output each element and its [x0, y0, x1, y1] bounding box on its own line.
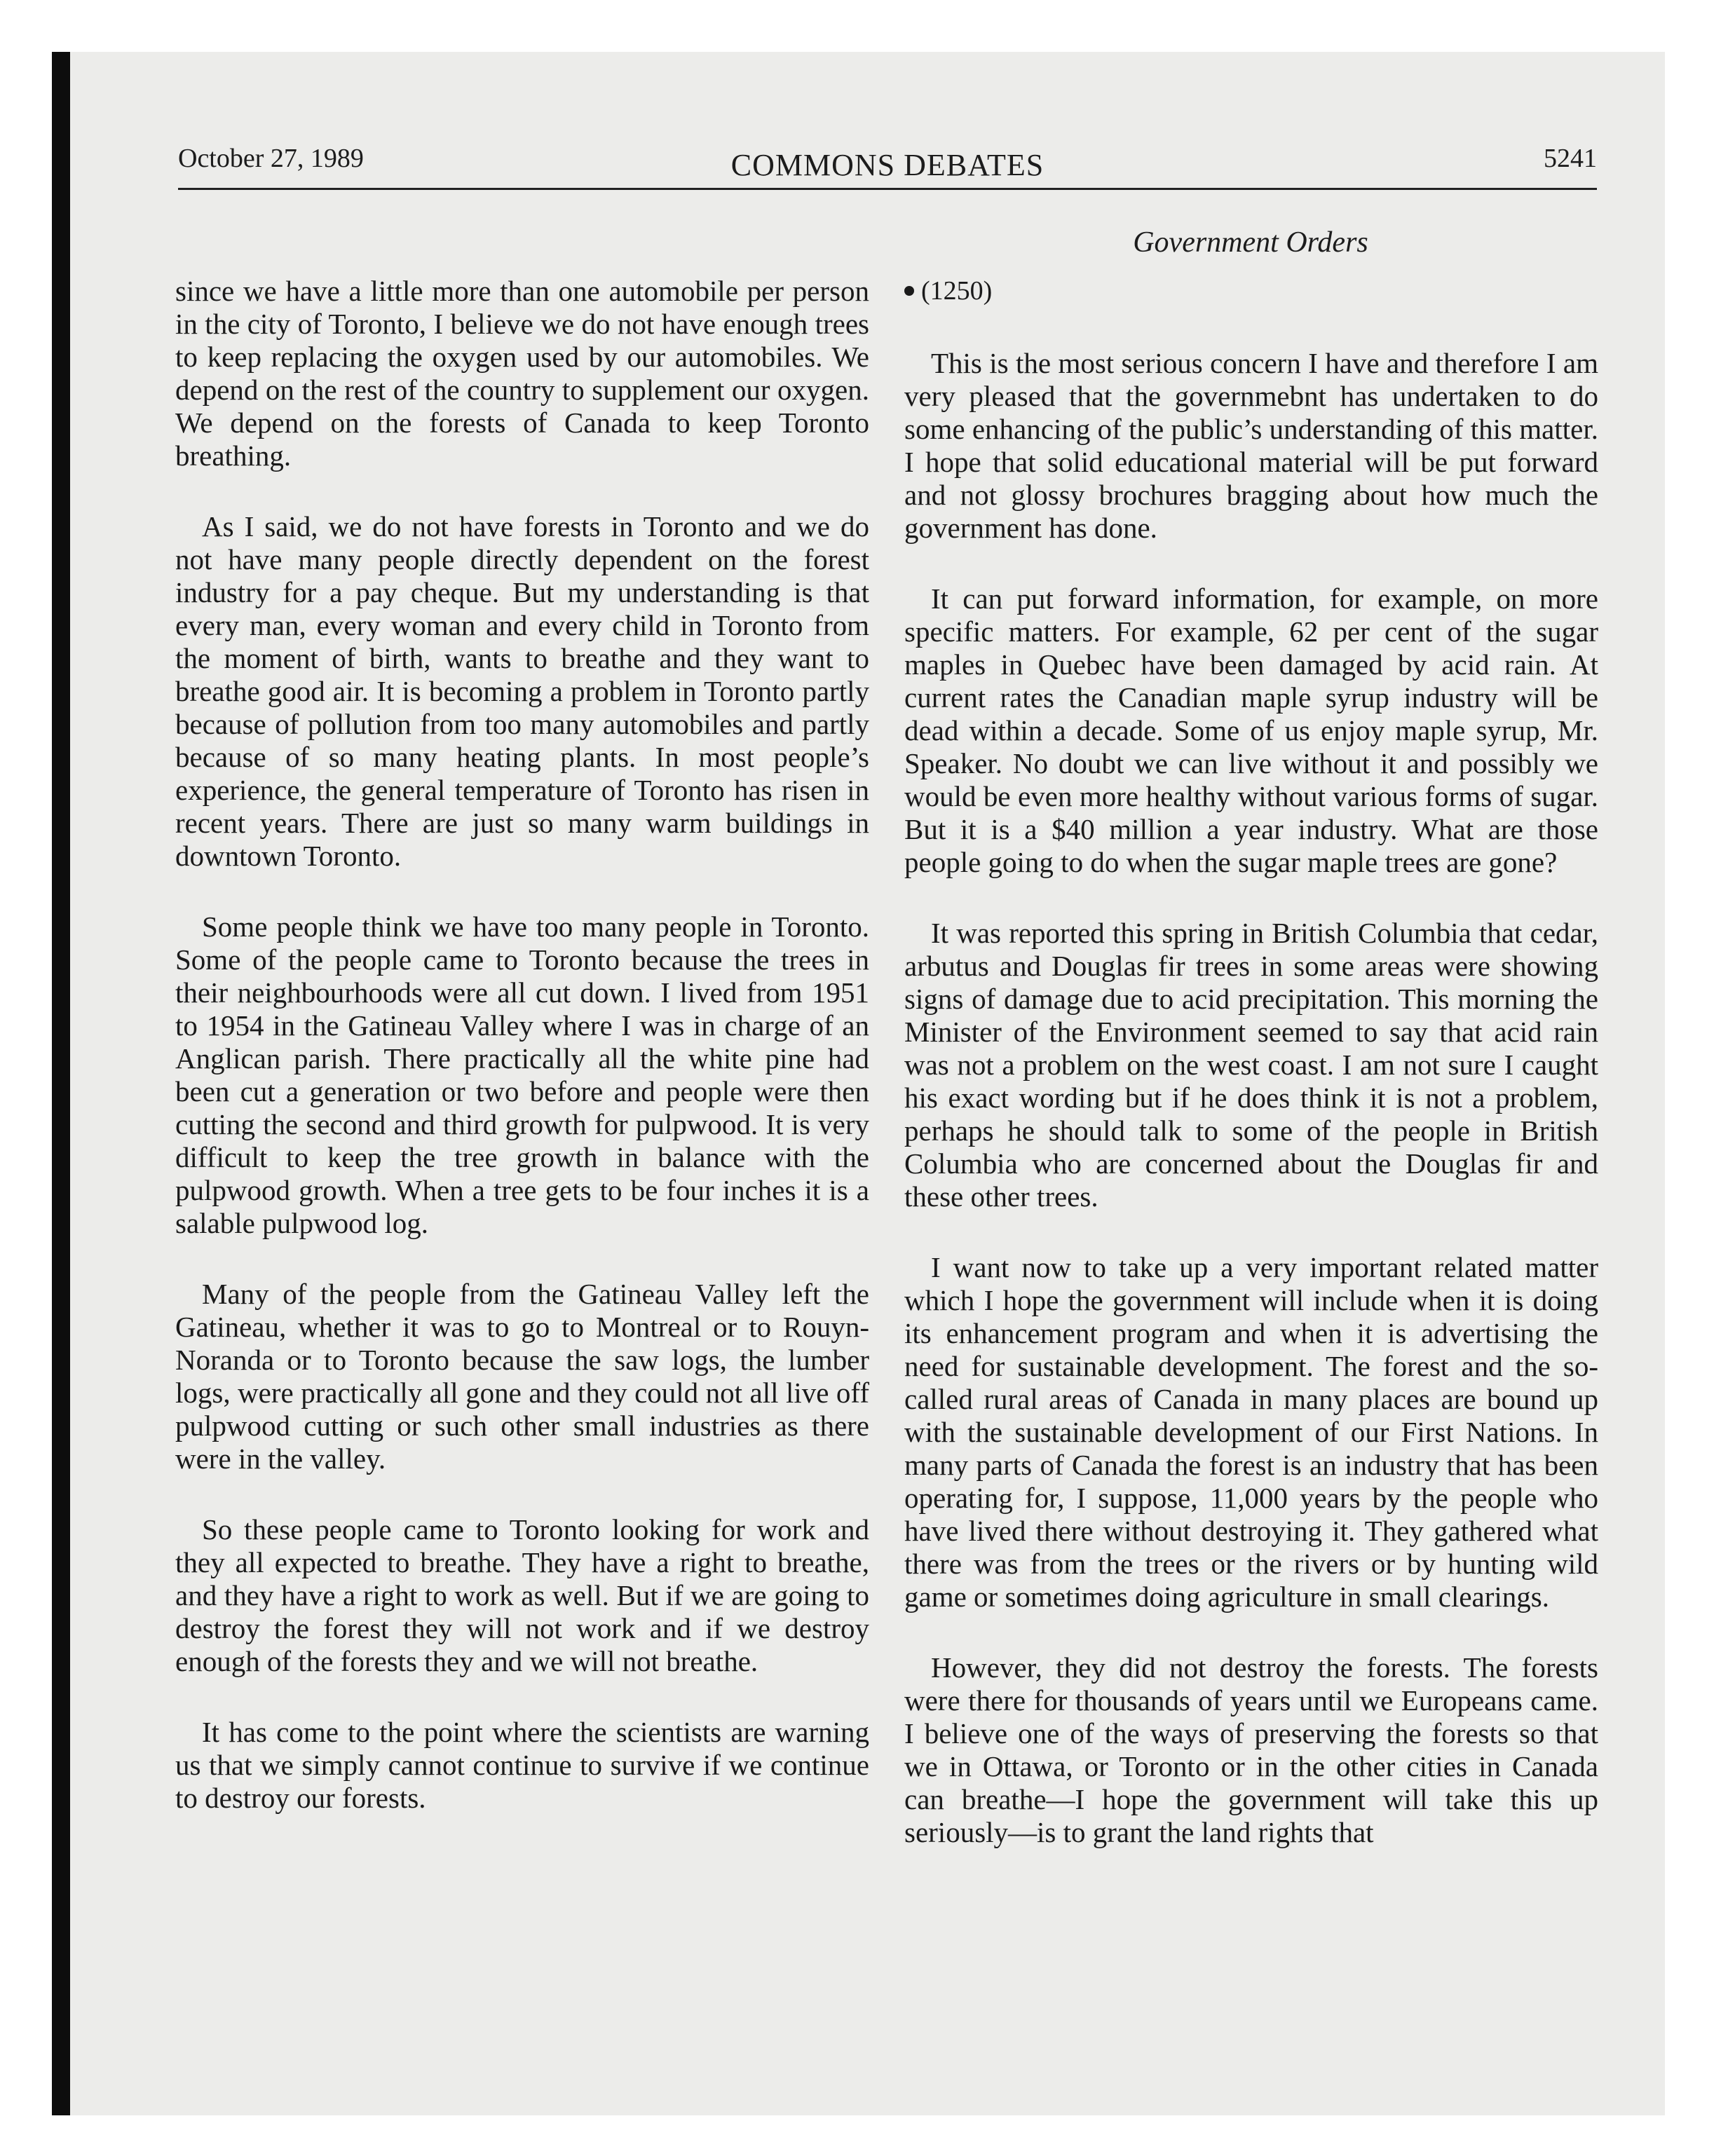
paragraph: This is the most serious concern I have and therefore I am very pleased that the governmebnt has undertaken to do some enhancing of the public’s understanding of this matter. I hope that solid educational material will be put forward and not glossy brochures bragging about how much the government has done.	[904, 347, 1598, 544]
right-column	[904, 275, 1598, 1887]
left-column	[175, 275, 869, 1853]
paragraph: However, they did not destroy the forests. The forests were there for thousands of years until we Europeans came. I believe one of the ways of preserving the forests so that we in Ottawa, or Toronto or in the other cities in Canada can breathe—I hope the government will take this up seriously—is to grant the land rights that	[904, 1651, 1598, 1848]
time-marker-text: (1250)	[921, 276, 993, 306]
time-marker	[904, 275, 1598, 308]
section-title: Government Orders	[1133, 226, 1368, 259]
running-header	[178, 137, 1597, 186]
bullet-icon	[904, 286, 914, 296]
paragraph: since we have a little more than one automobile per person in the city of Toronto, I believe we do not have enough trees to keep replacing the oxygen used by our automobiles. We depend on the rest of the country to supplement our oxygen. We depend on the forests of Canada to keep Toronto breathing.	[175, 275, 869, 472]
header-date: October 27, 1989	[178, 144, 364, 173]
paragraph: Some people think we have too many people in Toronto. Some of the people came to Toronto because the trees in their neighbourhoods were all cut down. I lived from 1951 to 1954 in the Gatineau Valley where I was in charge of an Anglican parish. There practically all the white pine had been cut a generation or two before and people were then cutting the second and third growth for pulpwood. It is very difficult to keep the tree growth in balance with the pulpwood growth. When a tree gets to be four inches it is a salable pulpwood log.	[175, 910, 869, 1239]
paragraph: It can put forward information, for example, on more specific matters. For example, 62 per cent of the sugar maples in Quebec have been damaged by acid rain. At current rates the Canadian maple syrup industry will be dead within a decade. Some of us enjoy maple syrup, Mr. Speaker. No doubt we can live without it and possibly we would be even more healthy without various forms of sugar. But it is a $40 million a year industry. What are those people going to do when the sugar maple trees are gone?	[904, 582, 1598, 878]
header-rule	[178, 188, 1597, 190]
paragraph: As I said, we do not have forests in Toronto and we do not have many people directly dependent on the forest industry for a pay cheque. But my understanding is that every man, every woman and every child in Toronto from the moment of birth, wants to breathe and they want to breathe good air. It is becoming a problem in Toronto partly because of pollution from too many automobiles and partly because of so many heating plants. In most people’s experience, the general temperature of Toronto has risen in recent years. There are just so many warm buildings in downtown Toronto.	[175, 510, 869, 872]
paragraph: So these people came to Toronto looking for work and they all expected to breathe. They have a right to breathe, and they have a right to work as well. But if we are going to destroy the forest they will not work and if we destroy enough of the forests they and we will not breathe.	[175, 1513, 869, 1677]
binding-edge-shadow	[52, 52, 70, 2115]
header-publication-title: COMMONS DEBATES	[730, 148, 1045, 182]
header-page-number: 5241	[1544, 144, 1597, 173]
paragraph: Many of the people from the Gatineau Valley left the Gatineau, whether it was to go to Montreal or to Rouyn-Noranda or to Toronto because the saw logs, the lumber logs, were practically all gone and they could not all live off pulpwood cutting or such other small industries as there were in the valley.	[175, 1278, 869, 1475]
paragraph: It has come to the point where the scientists are warning us that we simply cannot continue to survive if we continue to destroy our forests.	[175, 1716, 869, 1814]
paragraph: It was reported this spring in British Columbia that cedar, arbutus and Douglas fir trees in some areas were showing signs of damage due to acid precipitation. This morning the Minister of the Environment seemed to say that acid rain was not a problem on the west coast. I am not sure I caught his exact wording but if he does think it is not a problem, perhaps he should talk to some of the people in British Columbia who are concerned about the Douglas fir and these other trees.	[904, 917, 1598, 1213]
paragraph: I want now to take up a very important related matter which I hope the government will include when it is doing its enhancement program and when it is advertising the need for sustainable development. The forest and the so-called rural areas of Canada in many places are bound up with the sustainable development of our First Nations. In many parts of Canada the forest is an industry that has been operating for, I suppose, 11,000 years by the people who have lived there without destroying it. They gathered what there was from the trees or the rivers or by hunting wild game or sometimes doing agriculture in small clearings.	[904, 1251, 1598, 1613]
